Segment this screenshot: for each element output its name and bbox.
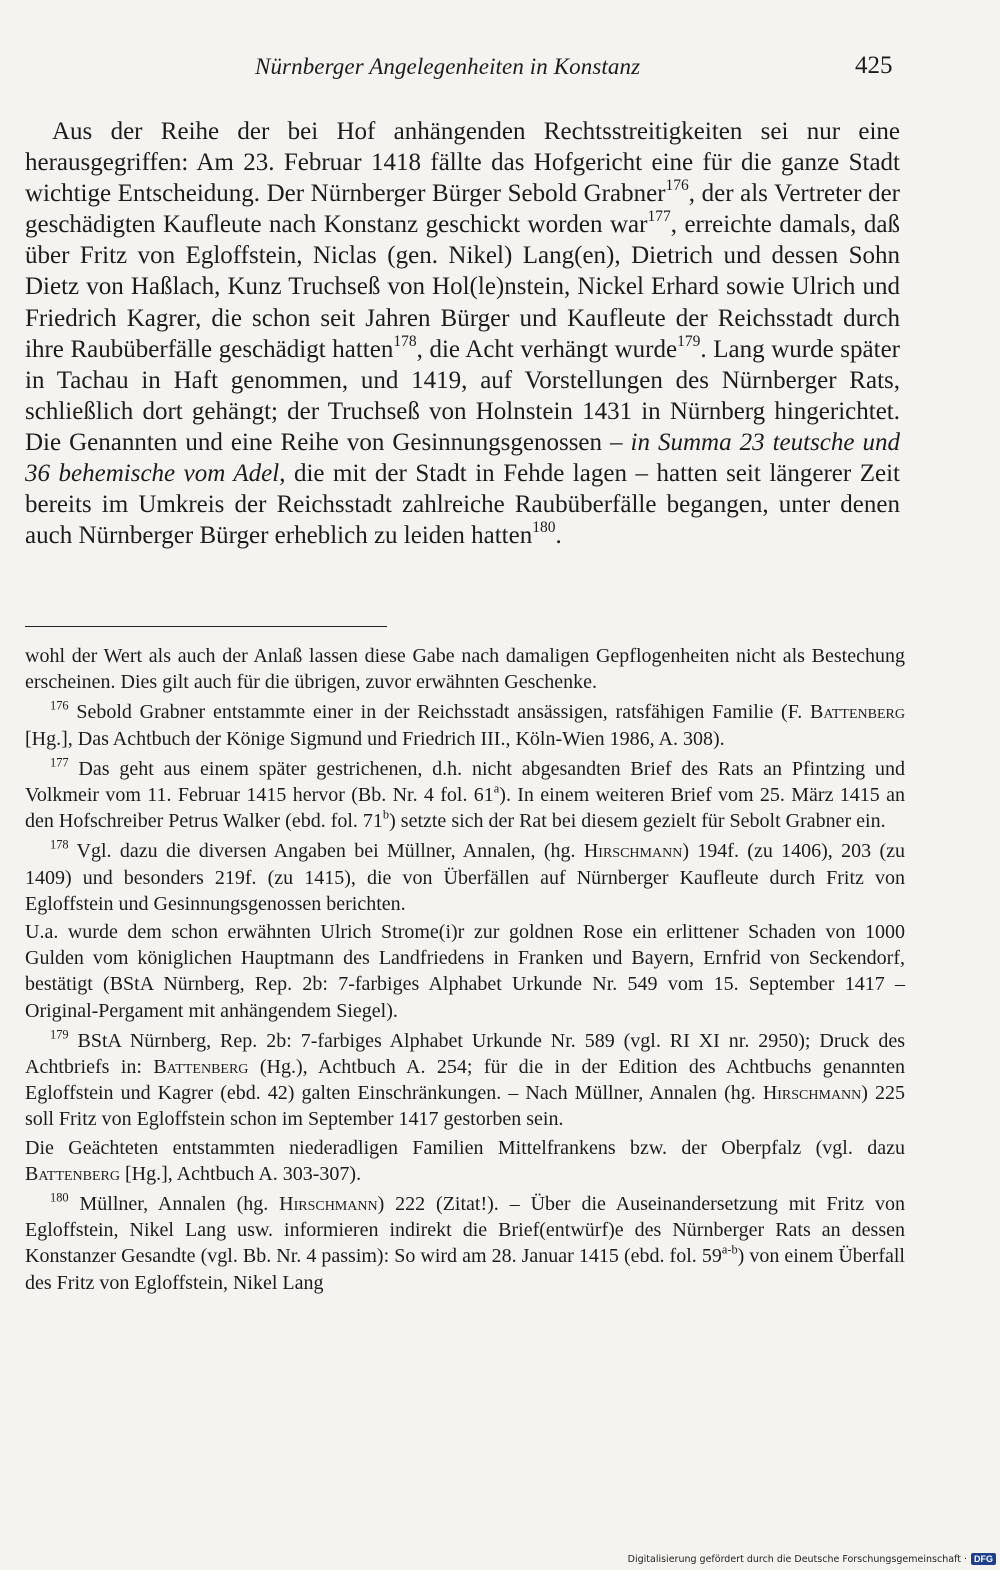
footnote-ref-177[interactable]: 177 — [647, 208, 671, 226]
author-name: Battenberg — [809, 701, 905, 724]
footnote-number: 179 — [50, 1027, 69, 1042]
footnote-ref-179[interactable]: 179 — [677, 332, 701, 350]
body-text: , die mit der Stadt in Fehde lagen – hatten seit längerer Zeit bereits im Umkreis der Reichsstadt zahlreiche Raubüberfälle begangen, unter denen auch Nürnberger Bürger erheblich zu leiden hatten — [25, 460, 900, 550]
footnote-ref-178[interactable]: 178 — [393, 332, 417, 350]
footnote-176 — [25, 699, 905, 751]
footnote-text: Das geht aus einem später gestrichenen, d.h. nicht abgesandten Brief des Rats an Pfintzing und Volkmeir vom 11. Februar 1415 hervor (Bb. Nr. 4 fol. 61 — [25, 757, 905, 807]
main-body-text — [25, 116, 900, 551]
footnotes — [25, 643, 905, 1296]
footnote-ref-180[interactable]: 180 — [532, 519, 556, 537]
footnote-text: ) 225 soll Fritz von Egloffstein schon im September 1417 gestorben sein. — [25, 1082, 906, 1131]
author-name: Hirschmann — [583, 840, 683, 863]
footnote-text: BStA Nürnberg, Rep. 2b: 7-farbiges Alphabet Urkunde Nr. 589 (vgl. RI XI nr. 2950); Druck des Achtbriefs in: — [25, 1029, 905, 1079]
footnote-179-continuation — [25, 1135, 905, 1187]
author-name: Battenberg — [25, 1162, 121, 1185]
footnote-text: Die Geächteten entstammten niederadligen Familien Mittelfrankens bzw. der Oberpfalz (vgl. dazu — [25, 1136, 905, 1159]
body-paragraph — [25, 116, 900, 551]
folio-superscript: a-b — [721, 1242, 738, 1257]
footnote-text: (Hg.), Achtbuch A. 254; für die in der Edition des Achtbuchs genannten Egloffstein und Kagrer (ebd. 42) galten Einschränkungen. – Nach Müllner, Annalen (hg. — [25, 1056, 905, 1105]
footnote-text: ) 194f. (zu 1406), 203 (zu 1409) und besonders 219f. (zu 1415), die von Überfällen auf Nürnberger Kaufleute durch Fritz von Egloffstein und Gesinnungsgenossen berichten. — [25, 840, 905, 915]
footnote-177 — [25, 756, 905, 835]
footnote-number: 180 — [50, 1190, 69, 1205]
quotation: in Summa 23 teutsche und 36 behemische vom Adel — [25, 428, 900, 488]
footnote-text: ). In einem weiteren Brief vom 25. März 1415 an den Hofschreiber Petrus Walker (ebd. fol. 71 — [25, 784, 905, 833]
footnote-separator — [25, 626, 387, 627]
footnote-text: Sebold Grabner entstammte einer in der Reichsstadt ansässigen, ratsfähigen Familie (F. — [68, 701, 810, 724]
footnote-text: Vgl. dazu die diversen Angaben bei Müllner, Annalen, (hg. — [68, 840, 584, 863]
footnote-text: ) 222 (Zitat!). – Über die Auseinandersetzung mit Fritz von Egloffstein, Nikel Lang usw. informieren indirekt die Brief(entwürf)e des Nürnberger Rats an dessen Konstanzer Gesandte (vgl. Bb. Nr. 4 passim): So wird am 28. Januar 1415 (ebd. fol. 59 — [25, 1193, 905, 1268]
footnote-180 — [25, 1191, 905, 1296]
folio-superscript: b — [382, 807, 390, 822]
footnote-carryover: wohl der Wert als auch der Anlaß lassen diese Gabe nach damaligen Gepflogenheiten nicht als Bestechung erscheinen. Dies gilt auch für die übrigen, zuvor erwähnten Geschenke. — [25, 645, 905, 694]
footnote-text: ) von einem Überfall des Fritz von Egloffstein, Nikel Lang — [25, 1245, 905, 1294]
footnote-text: [Hg.], Achtbuch A. 303-307). — [120, 1162, 362, 1185]
footnote-178-continuation: U.a. wurde dem schon erwähnten Ulrich Strome(i)r zur goldnen Rose ein erlittener Schaden von 1000 Gulden vom königlichen Hauptmann des Landfriedens in Franken und Bayern, Ernfrid von Seckendorf, bestätigt (BStA Nürnberg, Rep. 2b: 7-farbiges Alphabet Urkunde Nr. 549 vom 15. September 1417 – Original-Pergament mit anhängendem Siegel). — [25, 921, 905, 1022]
page-number: 425 — [855, 52, 893, 79]
footnote-178 — [25, 838, 905, 917]
footnote-number: 177 — [50, 755, 69, 770]
dfg-logo-icon: DFG — [971, 1553, 996, 1565]
body-text: Aus der Reihe der bei Hof anhängenden Rechtsstreitigkeiten sei nur eine herausgegriffen: Am 23. Februar 1418 fällte das Hofgericht eine für die ganze Stadt wichtige Entscheidung. Der Nürnberger Bürger Sebold Grabner — [25, 118, 900, 208]
body-text: . Lang wurde später in Tachau in Haft genommen, und 1419, auf Vorstellungen des Nürnberger Rats, schließlich dort gehängt; der Truchseß von Holnstein 1431 in Nürnberg hingerichtet. Die Genannten und eine Reihe von Gesinnungsgenossen – — [25, 335, 900, 456]
body-text: . — [555, 522, 562, 550]
running-title: Nürnberger Angelegenheiten in Konstanz — [255, 54, 641, 79]
footnote-179 — [25, 1028, 905, 1133]
body-text: , erreichte damals, daß über Fritz von Egloffstein, Niclas (gen. Nikel) Lang(en), Dietrich und dessen Sohn Dietz von Haßlach, Kunz Truchseß von Hol(le)nstein, Nickel Erhard sowie Ulrich und Friedrich Kagrer, die schon seit Jahren Bürger und Kaufleute der Reichsstadt durch ihre Raubüberfälle geschädigt hatten — [25, 211, 900, 363]
body-text: , die Acht verhängt wurde — [416, 335, 678, 363]
body-text: , der als Vertreter der geschädigten Kaufleute nach Konstanz geschickt worden war — [25, 180, 900, 239]
footnote-ref-176[interactable]: 176 — [665, 177, 689, 195]
author-name: Hirschmann — [279, 1193, 378, 1216]
author-name: Battenberg — [153, 1056, 249, 1079]
footnote-text: [Hg.], Das Achtbuch der Könige Sigmund und Friedrich III., Köln-Wien 1986, A. 308). — [25, 727, 725, 750]
footnote-number: 176 — [50, 698, 69, 713]
footnote-text: ) setzte sich der Rat bei diesem gezielt für Sebolt Grabner ein. — [389, 810, 886, 833]
folio-superscript: a — [493, 781, 500, 796]
author-name: Hirschmann — [762, 1082, 862, 1105]
footnote-number: 178 — [50, 837, 69, 852]
footnote-text: Müllner, Annalen (hg. — [68, 1193, 280, 1216]
credit-text: Digitalisierung gefördert durch die Deutsche Forschungsgemeinschaft · — [627, 1553, 967, 1565]
digitization-credit — [628, 1553, 996, 1565]
